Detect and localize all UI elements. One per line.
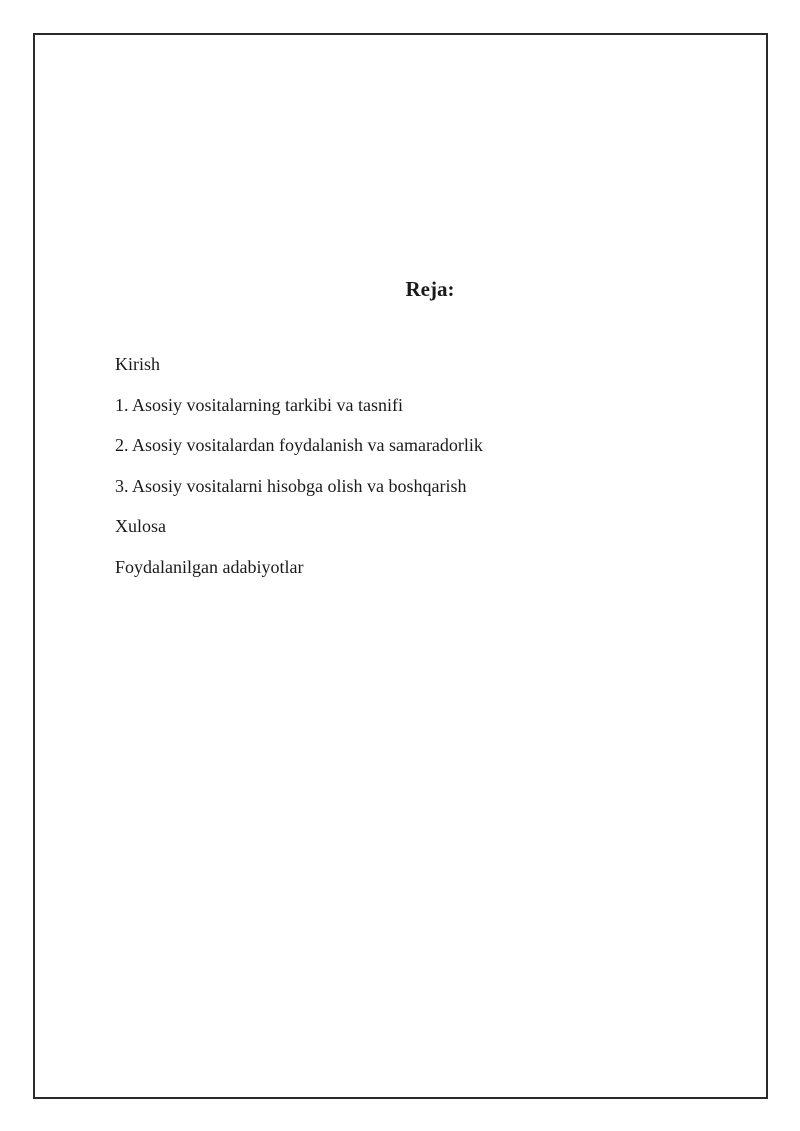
plan-item-section-2: 2. Asosiy vositalardan foydalanish va samaradorlik xyxy=(115,435,483,455)
plan-item-conclusion: Xulosa xyxy=(115,516,166,536)
plan-list xyxy=(115,352,483,595)
plan-item-section-3: 3. Asosiy vositalarni hisobga olish va boshqarish xyxy=(115,475,467,496)
page-title: Reja: xyxy=(405,277,455,301)
plan-item-references: Foydalanilgan adabiyotlar xyxy=(115,556,304,577)
plan-item-introduction: Kirish xyxy=(115,354,160,374)
plan-item-section-1: 1. Asosiy vositalarning tarkibi va tasnifi xyxy=(115,394,403,415)
